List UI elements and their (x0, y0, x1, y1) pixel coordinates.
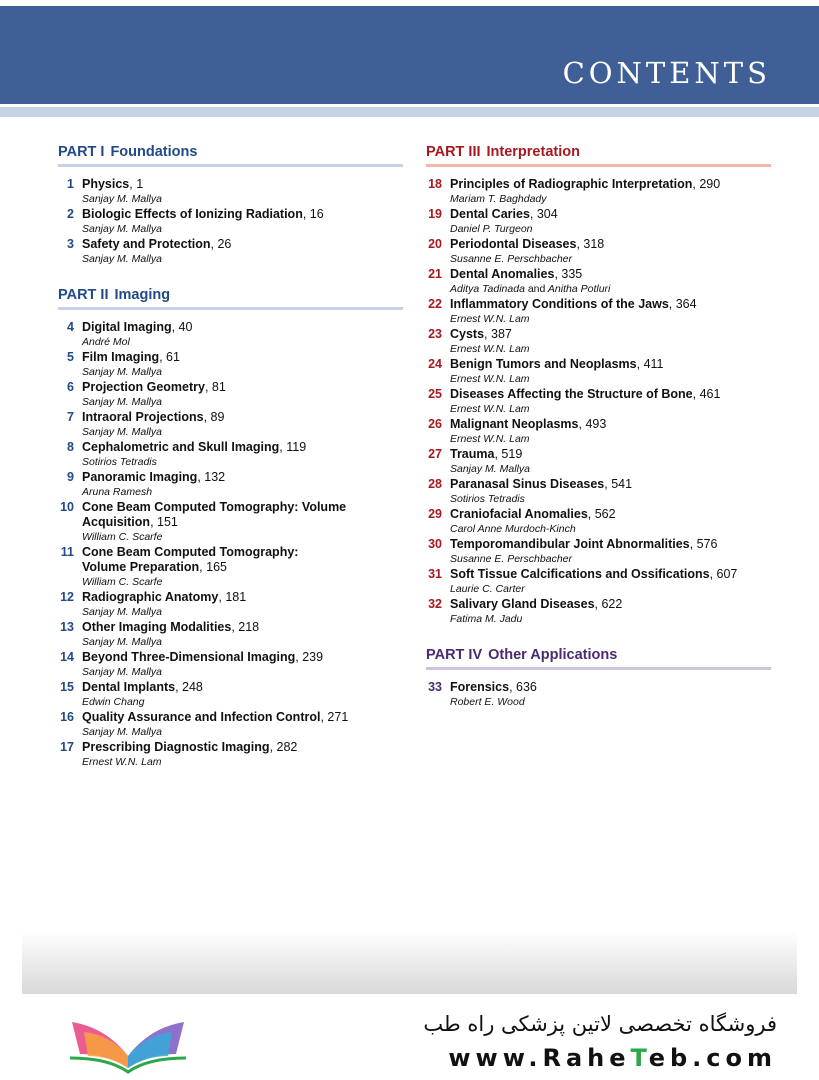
chapter-title: Physics (82, 177, 130, 191)
chapter-title: Quality Assurance and Infection Control (82, 710, 321, 724)
chapter-page: 218 (238, 620, 260, 634)
chapter-title: Projection Geometry (82, 380, 205, 394)
chapter-author (82, 695, 403, 710)
chapter-body (450, 207, 771, 237)
chapter-title-line: Diseases Affecting the Structure of Bone, 461 (450, 387, 721, 401)
chapter-title-line: Beyond Three-Dimensional Imaging, 239 (82, 650, 324, 664)
chapter-page: 119 (286, 440, 307, 454)
chapter-page: 493 (585, 417, 607, 431)
chapter-title-line: Dental Anomalies, 335 (450, 267, 583, 281)
chapter-title-line: Paranasal Sinus Diseases, 541 (450, 477, 633, 491)
author-name: Anitha Potluri (547, 283, 611, 295)
chapter-title-line: Principles of Radiographic Interpretation, 290 (450, 177, 721, 191)
chapter-body (82, 545, 403, 590)
part-label: PART IV (426, 647, 483, 663)
chapter-page: 81 (211, 380, 226, 394)
chapter-title-line: Film Imaging, 61 (82, 350, 180, 364)
chapter-number: 9 (67, 470, 74, 484)
chapter-title-line: Malignant Neoplasms, 493 (450, 417, 607, 431)
chapter-title-line: Intraoral Projections, 89 (82, 410, 225, 424)
part-name: Other Applications (488, 647, 618, 663)
chapter-number: 5 (67, 350, 74, 364)
chapter-title: Digital Imaging (82, 320, 172, 334)
left-column (58, 144, 403, 770)
author-name: Sanjay M. Mallya (82, 666, 162, 678)
author-name: Sanjay M. Mallya (82, 606, 162, 618)
author-name: André Mol (82, 336, 130, 348)
author-name: William C. Scarfe (82, 531, 163, 543)
chapter-title: Film Imaging (82, 350, 160, 364)
chapter-entry (58, 410, 403, 440)
chapter-title: Trauma (450, 447, 495, 461)
store-url[interactable] (448, 1044, 777, 1072)
chapter-number: 30 (428, 537, 442, 551)
open-book-logo-icon (66, 1010, 190, 1074)
chapter-number: 8 (67, 440, 74, 454)
author-name: Sotirios Tetradis (82, 456, 157, 468)
part-label: PART II (58, 287, 109, 303)
author-name: Ernest W.N. Lam (450, 343, 530, 355)
chapter-entry (426, 477, 771, 507)
part-heading-2 (58, 287, 403, 310)
chapter-title-line: Salivary Gland Diseases, 622 (450, 597, 623, 611)
chapter-entry (426, 447, 771, 477)
chapter-body (82, 237, 403, 267)
chapter-title: Paranasal Sinus Diseases (450, 477, 605, 491)
chapter-number: 17 (60, 740, 74, 754)
chapter-body (82, 620, 403, 650)
chapter-author (82, 395, 403, 410)
chapter-entry (426, 387, 771, 417)
chapter-body (82, 680, 403, 710)
right-column (426, 144, 771, 710)
chapter-author (82, 575, 403, 590)
chapter-title-line: Quality Assurance and Infection Control, 271 (82, 710, 349, 724)
author-name: Sanjay M. Mallya (82, 223, 162, 235)
chapter-entry (58, 710, 403, 740)
chapter-title: Dental Anomalies (450, 267, 555, 281)
chapter-title-line: Volume Preparation, 165 (82, 560, 227, 574)
chapter-page: 636 (516, 680, 537, 694)
chapter-page: 519 (501, 447, 523, 461)
chapter-title-line: Radiographic Anatomy, 181 (82, 590, 247, 604)
chapter-page: 89 (210, 410, 225, 424)
chapter-number: 12 (60, 590, 74, 604)
author-name: Laurie C. Carter (450, 583, 525, 595)
chapter-title-line: Panoramic Imaging, 132 (82, 470, 226, 484)
chapter-author (450, 192, 771, 207)
chapter-author (450, 282, 771, 297)
chapter-page: 607 (716, 567, 738, 581)
url-highlight: T (630, 1044, 649, 1072)
chapter-title: Cone Beam Computed Tomography: Volume (82, 500, 347, 514)
page-title: CONTENTS (562, 56, 771, 90)
chapter-page: 16 (309, 207, 324, 221)
chapter-entry (58, 207, 403, 237)
chapter-title: Periodontal Diseases (450, 237, 577, 251)
chapter-entry (426, 567, 771, 597)
chapter-author (450, 582, 771, 597)
author-conjunction: and (527, 283, 546, 295)
chapter-title: Intraoral Projections (82, 410, 204, 424)
author-name: Daniel P. Turgeon (450, 223, 533, 235)
chapter-title-line: Acquisition, 151 (82, 515, 178, 529)
chapter-number: 31 (428, 567, 442, 581)
chapter-entry (58, 740, 403, 770)
chapter-page: 181 (225, 590, 247, 604)
part-2-list (58, 320, 403, 770)
author-name: Susanne E. Perschbacher (450, 553, 572, 565)
chapter-body (450, 297, 771, 327)
chapter-author (82, 222, 403, 237)
chapter-author (82, 365, 403, 380)
part-4-list (426, 680, 771, 710)
chapter-body (82, 350, 403, 380)
chapter-page: 364 (675, 297, 697, 311)
chapter-entry (426, 237, 771, 267)
chapter-title: Forensics (450, 680, 510, 694)
chapter-title: Malignant Neoplasms (450, 417, 579, 431)
chapter-entry (426, 537, 771, 567)
chapter-body (450, 447, 771, 477)
chapter-title-line: Prescribing Diagnostic Imaging, 282 (82, 740, 298, 754)
chapter-title-line: Forensics, 636 (450, 680, 537, 694)
chapter-title: Inflammatory Conditions of the Jaws (450, 297, 669, 311)
chapter-number: 15 (60, 680, 74, 694)
chapter-number: 28 (428, 477, 442, 491)
chapter-title-line: Physics, 1 (82, 177, 144, 191)
chapter-number: 25 (428, 387, 442, 401)
author-name: Susanne E. Perschbacher (450, 253, 572, 265)
chapter-author (450, 522, 771, 537)
chapter-title: Cephalometric and Skull Imaging (82, 440, 280, 454)
chapter-entry (58, 500, 403, 545)
chapter-entry (426, 680, 771, 710)
chapter-author (82, 485, 403, 500)
chapter-body (450, 327, 771, 357)
chapter-title: Cone Beam Computed Tomography: (82, 545, 299, 559)
chapter-title-line: Safety and Protection, 26 (82, 237, 232, 251)
part-name: Imaging (114, 287, 171, 303)
chapter-body (450, 357, 771, 387)
chapter-author (450, 222, 771, 237)
chapter-entry (58, 680, 403, 710)
part-name: Interpretation (486, 144, 580, 160)
chapter-page: 622 (601, 597, 623, 611)
chapter-page: 271 (327, 710, 349, 724)
chapter-author (450, 312, 771, 327)
chapter-body (82, 650, 403, 680)
author-name: Ernest W.N. Lam (450, 403, 530, 415)
chapter-title-line: Trauma, 519 (450, 447, 523, 461)
chapter-number: 2 (67, 207, 74, 221)
part-1-list (58, 177, 403, 267)
chapter-body (82, 470, 403, 500)
chapter-title: Prescribing Diagnostic Imaging (82, 740, 270, 754)
chapter-title-line (82, 545, 403, 560)
chapter-entry (426, 357, 771, 387)
chapter-number: 19 (428, 207, 442, 221)
chapter-page: 248 (182, 680, 203, 694)
chapter-body (450, 417, 771, 447)
chapter-entry (58, 470, 403, 500)
chapter-number: 26 (428, 417, 442, 431)
chapter-number: 4 (67, 320, 74, 334)
chapter-entry (58, 440, 403, 470)
chapter-body (82, 590, 403, 620)
chapter-page: 290 (699, 177, 721, 191)
chapter-body (450, 597, 771, 627)
chapter-body (82, 710, 403, 740)
chapter-entry (426, 507, 771, 537)
chapter-author (82, 425, 403, 440)
chapter-title-line: Dental Caries, 304 (450, 207, 558, 221)
chapter-body (82, 410, 403, 440)
chapter-title: Principles of Radiographic Interpretation (450, 177, 693, 191)
chapter-body (450, 680, 771, 710)
chapter-page: 165 (206, 560, 227, 574)
chapter-number: 32 (428, 597, 442, 611)
chapter-title: Cysts (450, 327, 485, 341)
chapter-author (450, 252, 771, 267)
chapter-entry (58, 380, 403, 410)
author-name: Mariam T. Baghdady (450, 193, 547, 205)
chapter-title: Diseases Affecting the Structure of Bone (450, 387, 693, 401)
chapter-author (450, 462, 771, 477)
chapter-page: 40 (178, 320, 193, 334)
chapter-author (450, 552, 771, 567)
chapter-title-line: Other Imaging Modalities, 218 (82, 620, 260, 634)
chapter-title: Panoramic Imaging (82, 470, 198, 484)
author-name: Ernest W.N. Lam (450, 313, 530, 325)
chapter-page: 304 (536, 207, 558, 221)
chapter-entry (426, 417, 771, 447)
chapter-body (450, 537, 771, 567)
chapter-entry (58, 545, 403, 590)
chapter-entry (58, 350, 403, 380)
author-name: Sanjay M. Mallya (82, 396, 162, 408)
chapter-body (82, 500, 403, 545)
author-name: Aruna Ramesh (82, 486, 153, 498)
chapter-body (82, 440, 403, 470)
part-heading-1 (58, 144, 403, 167)
chapter-author (82, 252, 403, 267)
chapter-author (82, 605, 403, 620)
chapter-body (450, 477, 771, 507)
chapter-entry (58, 237, 403, 267)
author-name: Ernest W.N. Lam (82, 756, 162, 768)
author-name: Aditya Tadinada (450, 283, 525, 295)
chapter-page: 151 (157, 515, 178, 529)
author-name: Sanjay M. Mallya (82, 726, 162, 738)
author-name: Edwin Chang (82, 696, 145, 708)
chapter-title: Biologic Effects of Ionizing Radiation (82, 207, 303, 221)
chapter-number: 16 (60, 710, 74, 724)
chapter-page: 282 (276, 740, 298, 754)
chapter-number: 1 (67, 177, 74, 191)
chapter-page: 562 (594, 507, 616, 521)
chapter-title: Dental Caries (450, 207, 530, 221)
chapter-number: 18 (428, 177, 442, 191)
chapter-author (450, 342, 771, 357)
author-name: Sanjay M. Mallya (82, 636, 162, 648)
part-name: Foundations (110, 144, 198, 160)
chapter-title-line: Dental Implants, 248 (82, 680, 203, 694)
chapter-number: 20 (428, 237, 442, 251)
chapter-body (82, 177, 403, 207)
chapter-title: Safety and Protection (82, 237, 211, 251)
chapter-title: Benign Tumors and Neoplasms (450, 357, 637, 371)
chapter-number: 23 (428, 327, 442, 341)
chapter-author (82, 335, 403, 350)
chapter-number: 10 (60, 500, 74, 514)
chapter-page: 411 (643, 357, 664, 371)
chapter-title-line: Cysts, 387 (450, 327, 512, 341)
chapter-author (82, 455, 403, 470)
part-label: PART I (58, 144, 105, 160)
chapter-title-line: Temporomandibular Joint Abnormalities, 576 (450, 537, 718, 551)
chapter-entry (426, 327, 771, 357)
chapter-title-line: Biologic Effects of Ionizing Radiation, 16 (82, 207, 324, 221)
chapter-author (82, 530, 403, 545)
chapter-title-line: Craniofacial Anomalies, 562 (450, 507, 616, 521)
chapter-author (450, 492, 771, 507)
author-name: Sanjay M. Mallya (450, 463, 530, 475)
author-name: Sanjay M. Mallya (82, 193, 162, 205)
author-name: Sotirios Tetradis (450, 493, 525, 505)
chapter-author (450, 372, 771, 387)
chapter-author (450, 432, 771, 447)
chapter-number: 27 (428, 447, 442, 461)
chapter-number: 13 (60, 620, 74, 634)
chapter-entry (426, 177, 771, 207)
chapter-number: 21 (428, 267, 442, 281)
chapter-body (82, 380, 403, 410)
chapter-title-line: Digital Imaging, 40 (82, 320, 193, 334)
chapter-page: 239 (302, 650, 324, 664)
chapter-title: Craniofacial Anomalies (450, 507, 588, 521)
chapter-title: Dental Implants (82, 680, 176, 694)
author-name: Ernest W.N. Lam (450, 373, 530, 385)
bottom-shadow (22, 930, 797, 994)
header-rule (0, 107, 819, 117)
author-name: Sanjay M. Mallya (82, 366, 162, 378)
part-heading-4 (426, 647, 771, 670)
chapter-author (82, 665, 403, 680)
chapter-number: 29 (428, 507, 442, 521)
chapter-number: 22 (428, 297, 442, 311)
chapter-title: Volume Preparation (82, 560, 200, 574)
chapter-entry (58, 177, 403, 207)
author-name: Sanjay M. Mallya (82, 426, 162, 438)
author-name: William C. Scarfe (82, 576, 163, 588)
chapter-title: Temporomandibular Joint Abnormalities (450, 537, 690, 551)
url-prefix: www.Rahe (448, 1044, 631, 1072)
chapter-number: 6 (67, 380, 74, 394)
chapter-page: 335 (561, 267, 583, 281)
chapter-entry (58, 320, 403, 350)
chapter-title: Other Imaging Modalities (82, 620, 232, 634)
part-label: PART III (426, 144, 481, 160)
chapter-page: 576 (696, 537, 718, 551)
chapter-number: 7 (67, 410, 74, 424)
chapter-number: 11 (60, 545, 74, 559)
chapter-body (82, 740, 403, 770)
chapter-author (82, 725, 403, 740)
chapter-entry (58, 650, 403, 680)
chapter-author (82, 755, 403, 770)
author-name: Robert E. Wood (450, 696, 525, 708)
chapter-page: 26 (217, 237, 232, 251)
chapter-entry (426, 597, 771, 627)
store-name: فروشگاه تخصصی لاتین پزشکی راه طب (423, 1012, 777, 1036)
chapter-page: 61 (166, 350, 180, 364)
chapter-number: 3 (67, 237, 74, 251)
chapter-author (82, 635, 403, 650)
chapter-page: 387 (491, 327, 512, 341)
chapter-body (450, 567, 771, 597)
part-3-list (426, 177, 771, 627)
chapter-page: 541 (611, 477, 633, 491)
chapter-title-line: Inflammatory Conditions of the Jaws, 364 (450, 297, 697, 311)
chapter-body (450, 237, 771, 267)
chapter-number: 14 (60, 650, 74, 664)
chapter-title: Soft Tissue Calcifications and Ossifications (450, 567, 710, 581)
chapter-entry (426, 267, 771, 297)
chapter-body (450, 507, 771, 537)
chapter-title-line: Soft Tissue Calcifications and Ossifications, 607 (450, 567, 738, 581)
chapter-body (450, 177, 771, 207)
chapter-author (450, 695, 771, 710)
chapter-author (450, 402, 771, 417)
chapter-entry (426, 297, 771, 327)
chapter-body (450, 387, 771, 417)
chapter-title: Acquisition (82, 515, 151, 529)
chapter-number: 24 (428, 357, 442, 371)
author-name: Sanjay M. Mallya (82, 253, 162, 265)
chapter-author (82, 192, 403, 207)
chapter-entry (426, 207, 771, 237)
chapter-body (450, 267, 771, 297)
chapter-title: Beyond Three-Dimensional Imaging (82, 650, 296, 664)
chapter-title: Radiographic Anatomy (82, 590, 219, 604)
chapter-title-line: Benign Tumors and Neoplasms, 411 (450, 357, 664, 371)
chapter-body (82, 207, 403, 237)
chapter-title-line: Projection Geometry, 81 (82, 380, 226, 394)
chapter-entry (58, 620, 403, 650)
chapter-entry (58, 590, 403, 620)
chapter-page: 318 (583, 237, 605, 251)
chapter-page: 461 (699, 387, 721, 401)
chapter-page: 132 (204, 470, 226, 484)
url-suffix: eb.com (648, 1044, 777, 1072)
chapter-page: 1 (136, 177, 144, 191)
chapter-title-line: Cephalometric and Skull Imaging, 119 (82, 440, 307, 454)
chapter-author (450, 612, 771, 627)
author-name: Carol Anne Murdoch-Kinch (450, 523, 576, 535)
author-name: Ernest W.N. Lam (450, 433, 530, 445)
chapter-title-line: Periodontal Diseases, 318 (450, 237, 605, 251)
chapter-title: Salivary Gland Diseases (450, 597, 595, 611)
chapter-body (82, 320, 403, 350)
author-name: Fatima M. Jadu (450, 613, 523, 625)
part-heading-3 (426, 144, 771, 167)
chapter-title-line (82, 500, 403, 515)
chapter-number: 33 (428, 680, 442, 694)
